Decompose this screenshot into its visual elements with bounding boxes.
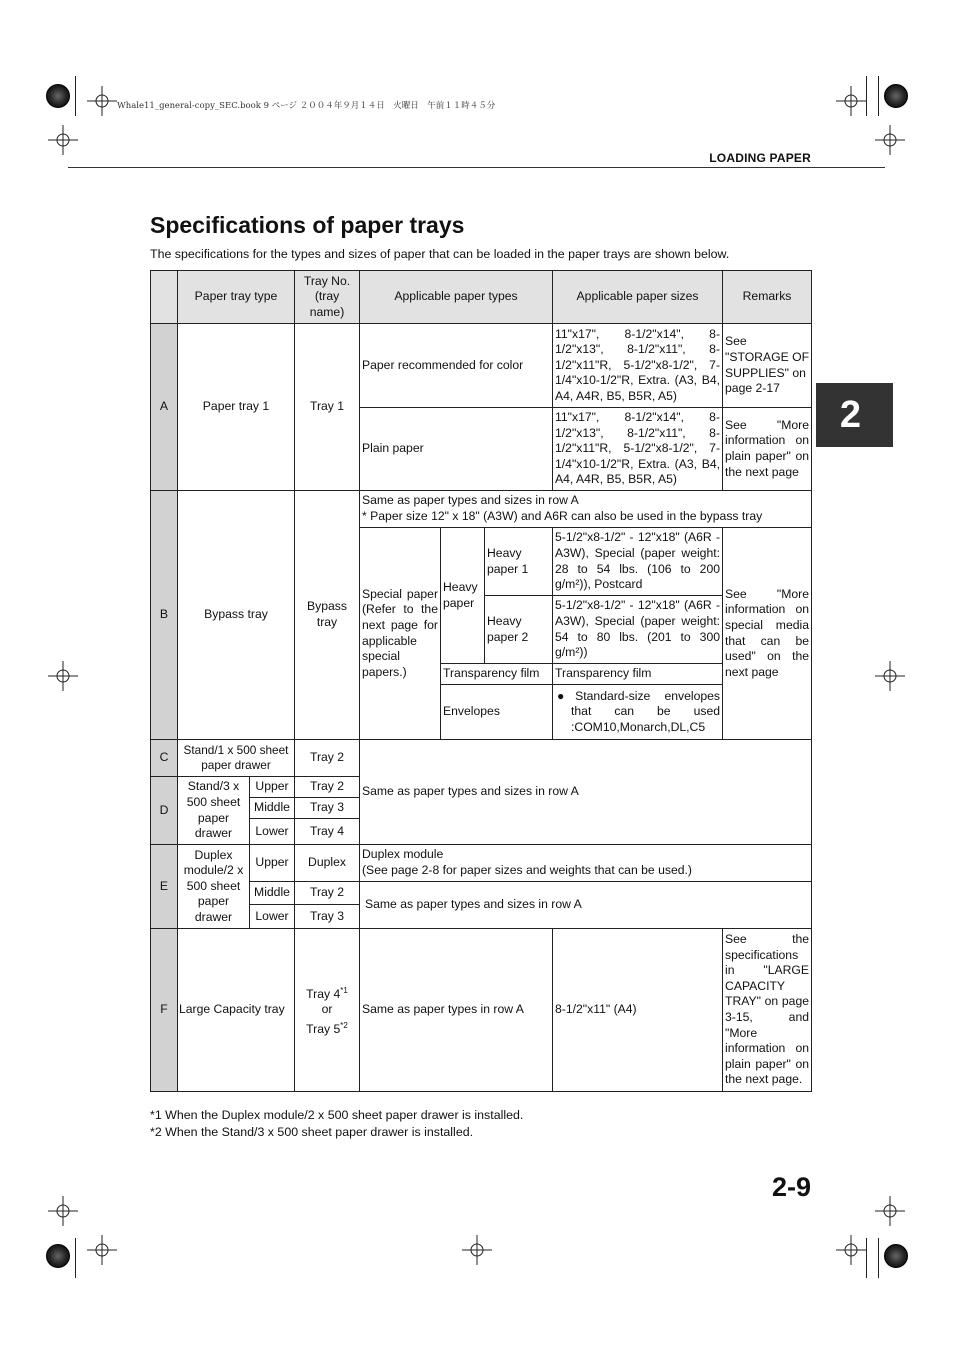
crosshair-icon: [48, 1196, 78, 1226]
crosshair-icon: [875, 1196, 905, 1226]
position-lower: Lower: [250, 819, 295, 845]
tray-type: Stand/1 x 500 sheet paper drawer: [178, 740, 295, 777]
tray-no: Tray 2: [295, 882, 360, 905]
position-middle: Middle: [250, 882, 295, 905]
same-as-row-a: Same as paper types and sizes in row A: [360, 882, 812, 929]
remarks: See the specifications in "LARGE CAPACITY TRAY" on page 3-15, and "More information on plain paper" on the next page.: [723, 929, 812, 1092]
crosshair-icon: [462, 1235, 492, 1265]
file-header: Whale11_general-copy_SEC.book 9 ページ ２００４年９月１４日 火曜日 午前１１時４５分: [117, 101, 496, 111]
page-heading: Specifications of paper trays: [150, 212, 465, 238]
heavy-paper-2-sizes: 5-1/2"x8-1/2" - 12"x18" (A6R - A3W), Special (paper weight: 54 to 80 lbs. (201 to 300 g/m²)): [553, 596, 723, 664]
row-letter: F: [151, 929, 178, 1092]
table-header-row: [151, 271, 812, 324]
position-lower: Lower: [250, 905, 295, 929]
header-paper-types: Applicable paper types: [360, 271, 553, 324]
registration-disc: [46, 1244, 70, 1268]
paper-type: Paper recommended for color: [360, 324, 553, 408]
duplex-note-line2: (See page 2-8 for paper sizes and weights that can be used.): [362, 863, 692, 877]
footnote-ref-1: *1: [340, 985, 348, 995]
remarks: See "STORAGE OF SUPPLIES" on page 2-17: [723, 324, 812, 408]
tray-no: [295, 929, 360, 1092]
section-title: LOADING PAPER: [709, 151, 811, 165]
registration-disc: [46, 84, 70, 108]
heavy-paper-1-sizes: 5-1/2"x8-1/2" - 12"x18" (A6R - A3W), Special (paper weight: 28 to 54 lbs. (106 to 200 g/m²)), Postcard: [553, 528, 723, 596]
tray-no: Tray 3: [295, 798, 360, 819]
special-paper: Special paper (Refer to the next page for applicable special papers.): [360, 528, 441, 740]
paper-tray-spec-table: [150, 270, 812, 1092]
header-paper-sizes: Applicable paper sizes: [553, 271, 723, 324]
table-row: [151, 491, 812, 528]
heavy-paper: Heavy paper: [441, 528, 485, 664]
table-row: [151, 740, 812, 777]
paper-sizes: 8-1/2"x11" (A4): [553, 929, 723, 1092]
row-letter: C: [151, 740, 178, 777]
heavy-paper-1: Heavy paper 1: [485, 528, 553, 596]
paper-type: Same as paper types in row A: [360, 929, 553, 1092]
row-letter: D: [151, 777, 178, 845]
transparency-film: Transparency film: [441, 664, 553, 685]
header-tray-no: Tray No. (tray name): [295, 271, 360, 324]
crosshair-icon: [48, 661, 78, 691]
remarks: See "More information on plain paper" on the next page: [723, 408, 812, 491]
table-row: [151, 324, 812, 408]
registration-disc: [884, 84, 908, 108]
duplex-note-line1: Duplex module: [362, 847, 444, 862]
row-letter: E: [151, 845, 178, 929]
tray-5: Tray 5: [306, 1021, 341, 1036]
page-number: 2-9: [771, 1172, 811, 1202]
tray-type: Large Capacity tray: [178, 929, 295, 1092]
same-as-row-a: Same as paper types and sizes in row A: [360, 740, 812, 845]
footnote-2: *2 When the Stand/3 x 500 sheet paper drawer is installed.: [150, 1125, 474, 1139]
tray-no: Tray 2: [295, 740, 360, 777]
header-blank: [151, 271, 178, 324]
paper-type: Plain paper: [360, 408, 553, 491]
footnote-1: *1 When the Duplex module/2 x 500 sheet paper drawer is installed.: [150, 1108, 524, 1122]
header-remarks: Remarks: [723, 271, 812, 324]
crosshair-icon: [48, 125, 78, 155]
crosshair-icon: [836, 86, 866, 116]
tray-type: Stand/3 x 500 sheet paper drawer: [178, 777, 250, 845]
bypass-note-line1: Same as paper types and sizes in row A: [362, 493, 579, 508]
bypass-note-line2: * Paper size 12" x 18" (A3W) and A6R can also be used in the bypass tray: [362, 509, 763, 523]
crosshair-icon: [875, 125, 905, 155]
crosshair-icon: [836, 1235, 866, 1265]
bypass-note: [360, 491, 812, 528]
special-remarks: See "More information on special media that can be used" on the next page: [723, 528, 812, 740]
tray-no: Tray 3: [295, 905, 360, 929]
duplex-note: [360, 845, 812, 882]
crosshair-icon: [875, 661, 905, 691]
tray-no: Duplex: [295, 845, 360, 882]
footnote-ref-2: *2: [340, 1020, 348, 1030]
tray-no: Tray 2: [295, 777, 360, 798]
paper-sizes: 11"x17", 8-1/2"x14", 8-1/2"x13", 8-1/2"x11", 8-1/2"x11"R, 5-1/2"x8-1/2", 7-1/4"x10-1/2"R, Extra. (A3, B4, A4, A4R, B5, B5R, A5): [553, 324, 723, 408]
table-row: [151, 845, 812, 882]
or-text: or: [321, 1002, 333, 1017]
transparency-film-sizes: Transparency film: [553, 664, 723, 685]
header-rule: [68, 167, 885, 168]
envelope-sizes: ●Standard-size envelopes that can be used :COM10,Monarch,DL,C5: [553, 685, 723, 740]
row-letter: B: [151, 491, 178, 740]
table-row: [151, 929, 812, 1092]
crosshair-icon: [87, 86, 117, 116]
registration-disc: [884, 1244, 908, 1268]
tray-no: Bypass tray: [295, 491, 360, 740]
header-tray-type: Paper tray type: [178, 271, 295, 324]
crosshair-icon: [87, 1235, 117, 1265]
position-upper: Upper: [250, 777, 295, 798]
paper-sizes: 11"x17", 8-1/2"x14", 8-1/2"x13", 8-1/2"x11", 8-1/2"x11"R, 5-1/2"x8-1/2", 7-1/4"x10-1/2"R, Extra. (A3, B4, A4, A4R, B5, B5R, A5): [553, 408, 723, 491]
tray-type: Paper tray 1: [178, 324, 295, 491]
table-row: [151, 882, 812, 905]
tray-type: Bypass tray: [178, 491, 295, 740]
tray-type: Duplex module/2 x 500 sheet paper drawer: [178, 845, 250, 929]
tray-no: Tray 1: [295, 324, 360, 491]
intro-text: The specifications for the types and sizes of paper that can be loaded in the paper trays are shown below.: [150, 247, 730, 261]
position-middle: Middle: [250, 798, 295, 819]
position-upper: Upper: [250, 845, 295, 882]
envelopes: Envelopes: [441, 685, 553, 740]
heavy-paper-2: Heavy paper 2: [485, 596, 553, 664]
chapter-tab: 2: [816, 383, 893, 447]
tray-no: Tray 4: [295, 819, 360, 845]
row-letter: A: [151, 324, 178, 491]
tray-4: Tray 4: [306, 986, 341, 1001]
